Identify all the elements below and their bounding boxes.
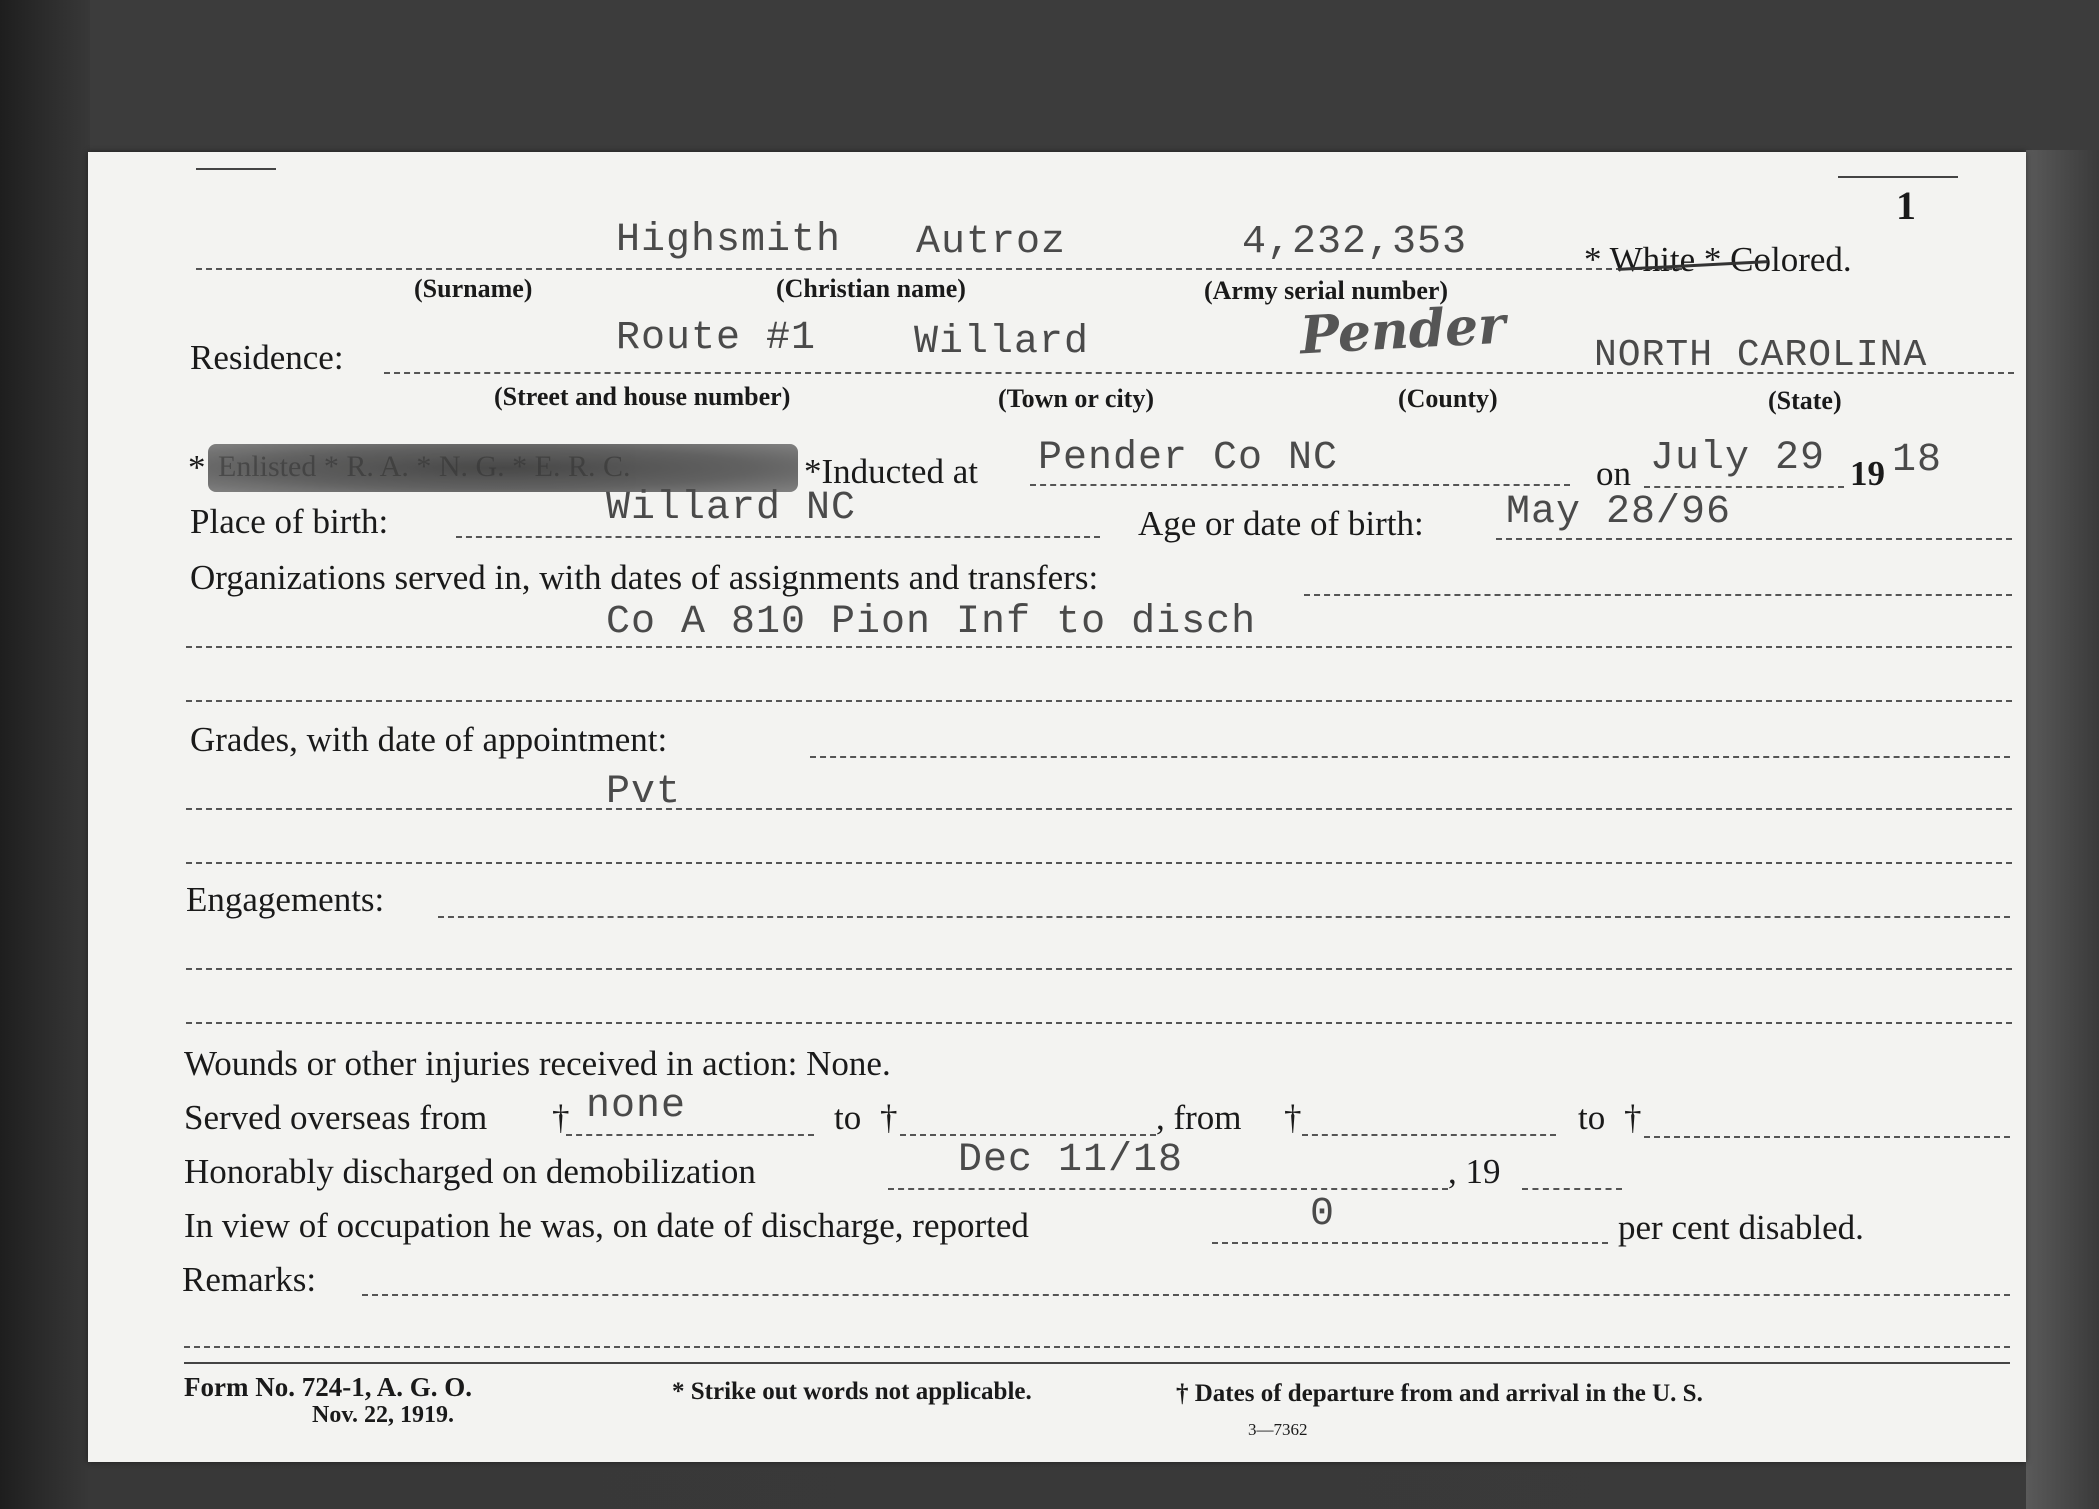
place-of-birth-line bbox=[456, 536, 1100, 538]
residence-line bbox=[384, 372, 2014, 374]
inducted-at-label: *Inducted at bbox=[804, 452, 978, 491]
overseas-label: Served overseas from bbox=[184, 1098, 488, 1137]
top-left-rule bbox=[196, 168, 276, 170]
card-number: 1 bbox=[1896, 183, 1916, 228]
street-caption: (Street and house number) bbox=[494, 382, 791, 411]
discharge-date-value: Dec 11/18 bbox=[958, 1138, 1184, 1183]
form-date: Nov. 22, 1919. bbox=[312, 1402, 455, 1428]
organizations-label: Organizations served in, with dates of assignments and transfers: bbox=[190, 558, 1099, 597]
place-of-birth-value: Willard NC bbox=[606, 486, 857, 531]
remarks-label: Remarks: bbox=[182, 1260, 317, 1299]
inducted-at-line bbox=[1030, 484, 1570, 486]
induction-date-line bbox=[1644, 486, 1844, 488]
enlisted-options-obscured: Enlisted * R. A. * N. G. * E. R. C. bbox=[218, 450, 631, 483]
scanner-top-band bbox=[90, 0, 2099, 150]
overseas-to2-line bbox=[1644, 1136, 2010, 1138]
engagements-line-2 bbox=[186, 968, 2012, 970]
top-right-rule bbox=[1838, 176, 1958, 178]
dagger-note: † Dates of departure from and arrival in the U. S. bbox=[1176, 1380, 1703, 1407]
county-caption: (County) bbox=[1398, 384, 1498, 413]
service-record-card bbox=[88, 152, 2026, 1462]
remarks-line-2 bbox=[184, 1346, 2010, 1348]
overseas-to-dagger: † bbox=[880, 1098, 898, 1137]
grades-line-3 bbox=[186, 862, 2012, 864]
engagements-line-3 bbox=[186, 1022, 2012, 1024]
organizations-line-2 bbox=[186, 646, 2012, 648]
birth-date-line bbox=[1496, 538, 2012, 540]
place-of-birth-label: Place of birth: bbox=[190, 502, 389, 541]
discharge-year-label: , 19 bbox=[1448, 1152, 1501, 1191]
disability-line bbox=[1212, 1242, 1608, 1244]
county-value: Pender bbox=[1298, 294, 1507, 367]
overseas-to2-dagger: † bbox=[1624, 1098, 1642, 1137]
overseas-to2-label: to bbox=[1578, 1098, 1606, 1137]
serial-number-value: 4,232,353 bbox=[1242, 220, 1468, 265]
age-label: Age or date of birth: bbox=[1138, 504, 1424, 543]
engagements-label: Engagements: bbox=[186, 880, 385, 919]
organizations-line-1 bbox=[1304, 594, 2012, 596]
overseas-from2-line bbox=[1302, 1134, 1556, 1136]
print-code: 3—7362 bbox=[1248, 1420, 1308, 1439]
footer-rule bbox=[184, 1362, 2010, 1364]
overseas-to-line bbox=[900, 1134, 1156, 1136]
disability-suffix: per cent disabled. bbox=[1618, 1208, 1864, 1247]
serial-number-caption: (Army serial number) bbox=[1204, 276, 1449, 305]
grades-line-2 bbox=[186, 808, 2012, 810]
overseas-from2-dagger: † bbox=[1284, 1098, 1302, 1137]
christian-name-value: Autroz bbox=[916, 220, 1067, 265]
organizations-line-3 bbox=[186, 700, 2012, 702]
overseas-to-label: to bbox=[834, 1098, 862, 1137]
town-caption: (Town or city) bbox=[998, 384, 1154, 413]
state-caption: (State) bbox=[1768, 386, 1842, 415]
name-line bbox=[196, 268, 1682, 270]
year-prefix: 19 bbox=[1850, 454, 1885, 493]
on-label: on bbox=[1596, 454, 1631, 493]
overseas-from-line bbox=[566, 1134, 814, 1136]
birth-date-value: May 28/96 bbox=[1506, 490, 1732, 535]
grades-line-1 bbox=[810, 756, 2010, 758]
grades-label: Grades, with date of appointment: bbox=[190, 720, 668, 759]
discharge-year-line bbox=[1522, 1188, 1622, 1190]
residence-label: Residence: bbox=[190, 338, 344, 377]
inducted-at-value: Pender Co NC bbox=[1038, 436, 1339, 481]
race-options: * White * Colored. bbox=[1584, 240, 1852, 279]
induction-date-value: July 29 bbox=[1650, 436, 1826, 481]
discharge-label: Honorably discharged on demobilization bbox=[184, 1152, 756, 1191]
wounds-text: Wounds or other injuries received in action: None. bbox=[184, 1044, 891, 1083]
overseas-from2-label: , from bbox=[1156, 1098, 1242, 1137]
enlisted-redaction bbox=[208, 444, 798, 492]
disability-value: 0 bbox=[1310, 1192, 1336, 1237]
engagements-line-1 bbox=[438, 916, 2010, 918]
state-value: NORTH CAROLINA bbox=[1594, 334, 1928, 377]
organizations-value: Co A 810 Pion Inf to disch bbox=[606, 600, 1257, 645]
disability-label: In view of occupation he was, on date of discharge, reported bbox=[184, 1206, 1029, 1245]
surname-caption: (Surname) bbox=[414, 274, 533, 303]
form-number: Form No. 724-1, A. G. O. bbox=[184, 1372, 472, 1402]
street-value: Route #1 bbox=[616, 316, 817, 361]
induction-asterisk: * bbox=[188, 448, 206, 487]
remarks-line-1 bbox=[362, 1294, 2010, 1296]
surname-value: Highsmith bbox=[616, 218, 842, 263]
christian-name-caption: (Christian name) bbox=[776, 274, 966, 303]
grades-value: Pvt bbox=[606, 770, 682, 815]
scanner-right-edge bbox=[2026, 150, 2099, 1509]
overseas-from-value: none bbox=[586, 1084, 687, 1129]
strike-note: * Strike out words not applicable. bbox=[672, 1378, 1032, 1405]
year-suffix: 18 bbox=[1892, 438, 1943, 483]
discharge-date-line bbox=[888, 1188, 1448, 1190]
overseas-from-dagger: † bbox=[552, 1098, 570, 1137]
town-value: Willard bbox=[914, 320, 1090, 365]
